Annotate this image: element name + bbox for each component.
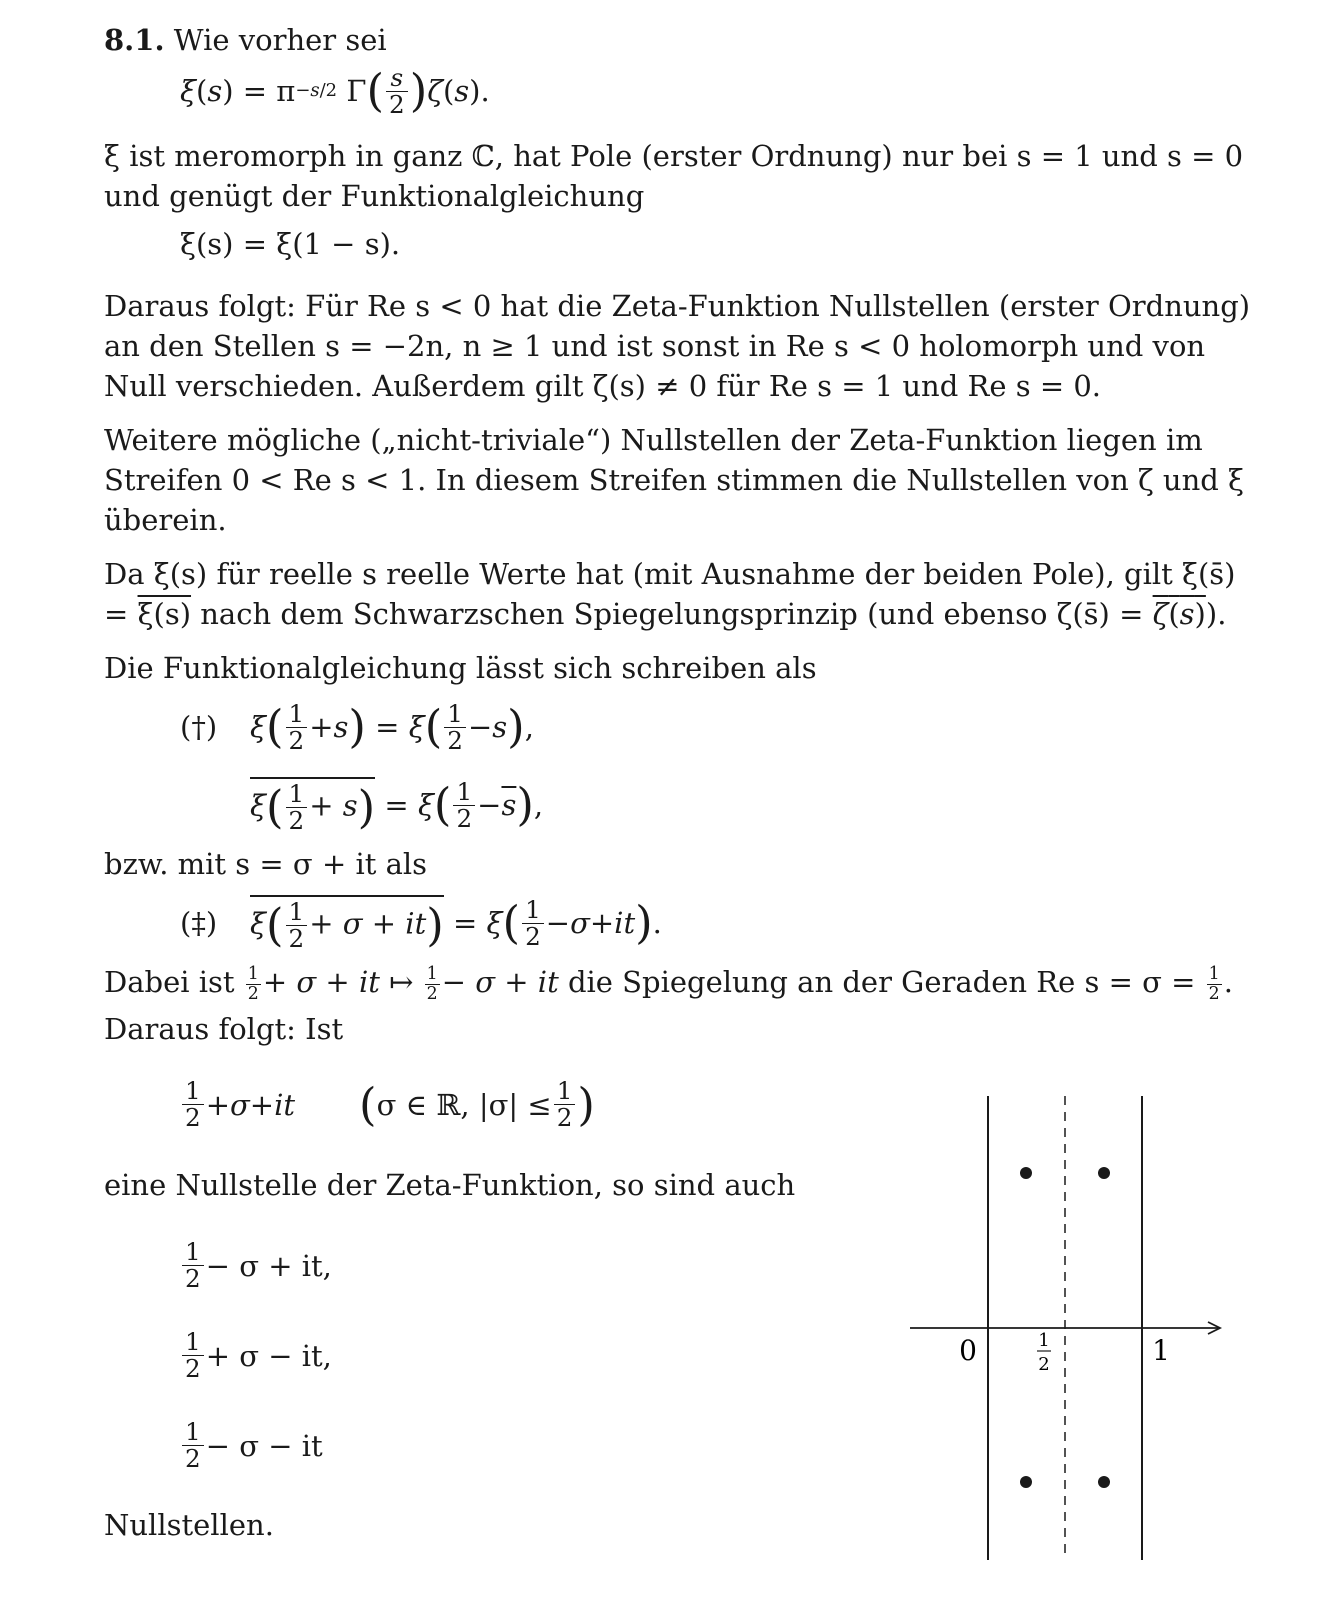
intro-text: Wie vorher sei	[173, 23, 387, 57]
label-one: 1	[1152, 1334, 1170, 1367]
para-reflection-overline: ξ(s)	[137, 597, 192, 631]
critical-strip-diagram	[900, 1090, 1230, 1560]
text-bzw: bzw. mit s = σ + it als	[104, 847, 428, 881]
para-mirror-b: die Spiegelung an der Geraden Re s = σ =	[567, 965, 1196, 999]
zero-1-text: − σ + it,	[205, 1248, 332, 1283]
condition: σ ∈ ℝ, |σ| ≤	[376, 1087, 552, 1122]
section-heading: 8.1.	[104, 23, 165, 57]
eq-dagger-1: (†) ξ ( $\frac{1}{2}$ + s ) = ξ ( $\frac{1}{2}$ − s ) ,	[180, 698, 534, 755]
zero-1: $\frac{1}{2}$ − σ + it,	[180, 1221, 1254, 1311]
tag-ddagger: (‡)	[180, 906, 218, 940]
eq-xi-definition: ξ ( s ) = π −s/2 Γ ( $\frac{s}{2}$ ) ζ ( s ).	[180, 62, 490, 119]
label-half-den: 2	[1038, 1354, 1050, 1375]
zero-2-text: + σ − it,	[205, 1338, 332, 1373]
para-reflection	[104, 554, 1254, 634]
eq-ddagger: (‡) ξ( $\frac{1}{2}$ + σ + it) = ξ ( $\frac{1}{2}$ − σ + it ) .	[180, 894, 662, 953]
label-zero: 0	[959, 1334, 977, 1367]
para-meromorph: ξ ist meromorph in ganz ℂ, hat Pole (erster Ordnung) nur bei s = 1 und s = 0 und genügt der Funktionalgleichung	[104, 139, 1244, 213]
para-nontrivial-zeros: Weitere mögliche („nicht-triviale“) Nullstellen der Zeta-Funktion liegen im Streifen 0 < Re s < 1. In diesem Streifen stimmen die Nullstellen von ζ und ξ überein.	[104, 423, 1245, 537]
zero-dot	[1098, 1167, 1110, 1179]
eq-dagger-2: ξ( $\frac{1}{2}$ + s) = ξ ( $\frac{1}{2}$ − $\overline{s}$ ) ,	[250, 776, 544, 835]
zero-3: $\frac{1}{2}$ − σ − it	[180, 1401, 1254, 1491]
eq-zero-point: $\frac{1}{2}$ + σ + it ( σ ∈ ℝ, |σ| ≤ $\frac{1}{2}$ )	[180, 1055, 1254, 1155]
tag-dagger: (†)	[180, 710, 218, 744]
label-half-num: 1	[1038, 1330, 1050, 1351]
para-rewrite: Die Funktionalgleichung lässt sich schreiben als	[104, 651, 817, 685]
zero-dot	[1020, 1167, 1032, 1179]
eq-functional: ξ(s) = ξ(1 − s).	[180, 227, 401, 261]
para-trivial-zeros: Daraus folgt: Für Re s < 0 hat die Zeta-Funktion Nullstellen (erster Ordnung) an den Stellen s = −2n, n ≥ 1 und ist sonst in Re s < 0 holomorph und von Null verschieden. Außerdem gilt ζ(s) ≠ 0 für Re s = 1 und Re s = 0.	[104, 289, 1251, 403]
zero-dot	[1098, 1476, 1110, 1488]
zero-dot	[1020, 1476, 1032, 1488]
zero-2: $\frac{1}{2}$ + σ − it,	[180, 1311, 1254, 1401]
para-reflection-mid: nach dem Schwarzschen Spiegelungsprinzip (und ebenso ζ(s̄) =	[200, 597, 1144, 631]
para-reflection-prefix: Da ξ(s) für reelle s reelle Werte hat (mit Ausnahme der beiden Pole), gilt ξ(s̄) =	[104, 557, 1236, 631]
para-conclusion: Daraus folgt: Ist	[104, 1011, 344, 1046]
para-also-zeros: eine Nullstelle der Zeta-Funktion, so sind auch	[104, 1167, 796, 1202]
para-mirror: Dabei ist $\frac{1}{2}$ + σ + it ↦ $\frac{1}{2}$ − σ + it die Spiegelung an der Geraden Re s = σ = $\frac{1}{2}$ .	[104, 964, 1233, 1004]
para-reflection-zeta-overline: ζ(s)	[1152, 597, 1206, 631]
para-mirror-a: Dabei ist	[104, 965, 235, 999]
intro-line	[104, 20, 1254, 60]
closing-text: Nullstellen.	[104, 1507, 274, 1542]
para-reflection-suffix: ).	[1205, 597, 1227, 631]
zero-3-text: − σ − it	[205, 1428, 323, 1463]
